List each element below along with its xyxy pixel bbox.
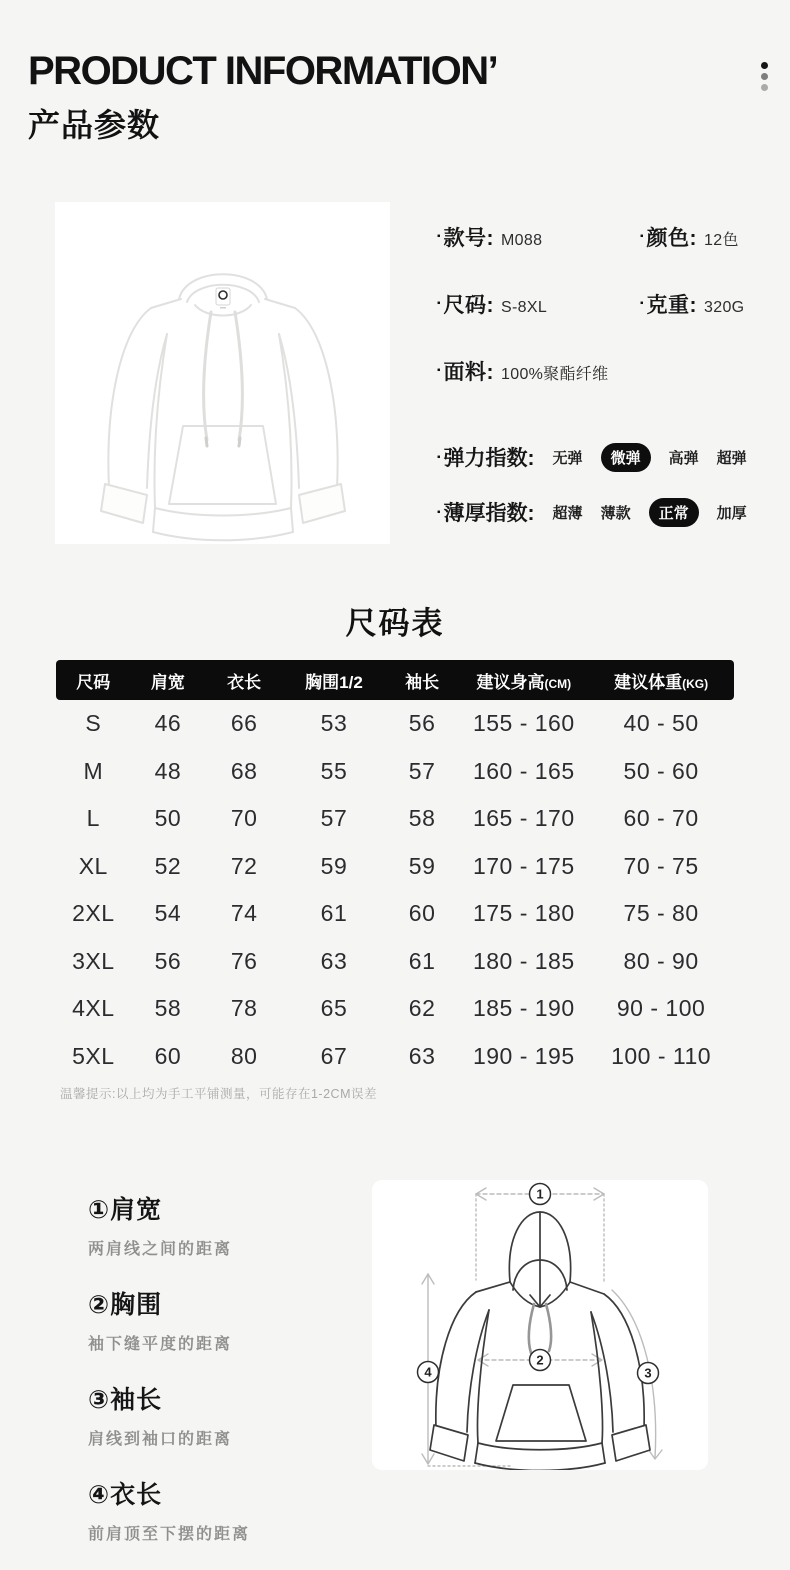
measurement-cell: 50 — [154, 805, 182, 832]
size-label-cell: 4XL — [72, 995, 115, 1022]
guide-item-chest — [88, 1285, 372, 1354]
size-label-cell: S — [85, 710, 102, 737]
marker-1: 1 — [536, 1186, 544, 1202]
size-chart-section — [0, 598, 790, 1102]
measurement-cell: 57 — [320, 805, 348, 832]
guide-title: 肩宽 — [110, 1196, 163, 1224]
measurement-cell: 78 — [230, 995, 258, 1022]
size-label-cell: 2XL — [72, 900, 115, 927]
diagram-markers — [418, 1184, 659, 1384]
measurement-cell: 66 — [230, 710, 258, 737]
measurement-cell: 61 — [320, 900, 348, 927]
guide-desc: 肩线到袖口的距离 — [88, 1431, 233, 1448]
index-option: 超弹 — [716, 449, 747, 467]
column-header: 衣长 — [227, 672, 262, 692]
guide-title: 胸围 — [110, 1291, 163, 1319]
size-label-cell: L — [86, 805, 100, 832]
table-row — [56, 890, 734, 938]
guide-title: 袖长 — [110, 1386, 163, 1414]
square-bullet-icon: ▪ — [437, 365, 441, 376]
measurement-cell: 50 - 60 — [623, 757, 699, 784]
circled-number-icon: ③ — [88, 1386, 111, 1414]
measurement-cell: 67 — [320, 1042, 348, 1069]
index-option: 薄款 — [600, 504, 631, 522]
index-option: 加厚 — [716, 504, 747, 522]
measurement-cell: 70 — [230, 805, 258, 832]
table-row — [56, 938, 734, 986]
measurement-cell: 100 - 110 — [611, 1042, 712, 1069]
measurement-cell: 190 - 195 — [472, 1042, 575, 1069]
measurement-cell: 90 - 100 — [616, 995, 706, 1022]
measure-guide-section — [88, 1180, 790, 1570]
square-bullet-icon: ▪ — [437, 298, 441, 309]
measurement-cell: 56 — [408, 710, 436, 737]
measurement-cell: 63 — [408, 1042, 436, 1069]
size-label-cell: XL — [78, 852, 108, 879]
measurement-cell: 76 — [230, 947, 258, 974]
measurement-cell: 72 — [230, 852, 258, 879]
spec-weight — [640, 289, 760, 319]
index-label: 薄厚指数: — [443, 502, 535, 525]
guide-desc: 前肩顶至下摆的距离 — [88, 1526, 251, 1543]
measurement-cell: 160 - 165 — [472, 757, 575, 784]
size-table — [56, 660, 734, 1080]
measurement-diagram — [372, 1180, 708, 1470]
measurement-cell: 170 - 175 — [472, 852, 575, 879]
measurement-cell: 74 — [230, 900, 258, 927]
guide-desc: 袖下缝平度的距离 — [88, 1336, 233, 1353]
index-option-selected: 微弹 — [601, 443, 651, 472]
measurement-cell: 165 - 170 — [472, 805, 575, 832]
page-header — [0, 0, 790, 146]
measurement-cell: 40 - 50 — [623, 710, 699, 737]
thickness-index — [437, 497, 760, 527]
measurement-cell: 185 - 190 — [472, 995, 575, 1022]
measurement-cell: 155 - 160 — [472, 710, 575, 737]
measurement-cell: 48 — [154, 757, 182, 784]
measurement-cell: 62 — [408, 995, 436, 1022]
index-option: 超薄 — [552, 504, 583, 522]
product-specs — [437, 222, 760, 319]
column-header: 建议身高(CM) — [476, 672, 572, 692]
size-label-cell: 3XL — [72, 947, 115, 974]
index-option: 无弹 — [552, 449, 583, 467]
measurement-note: 温馨提示:以上均为手工平铺测量，可能存在1-2CM误差 — [60, 1087, 377, 1101]
measurement-cell: 70 - 75 — [623, 852, 699, 879]
product-indices — [437, 442, 760, 527]
product-details — [390, 202, 760, 544]
circled-number-icon: ② — [88, 1291, 111, 1319]
size-table-header — [56, 660, 734, 700]
measurement-cell: 68 — [230, 757, 258, 784]
square-bullet-icon: ▪ — [437, 451, 441, 463]
measurement-cell: 80 - 90 — [623, 947, 699, 974]
hoodie-measurement-diagram — [372, 1180, 708, 1470]
guide-title: 衣长 — [110, 1481, 163, 1509]
measurement-cell: 60 — [408, 900, 436, 927]
measurement-cell: 58 — [408, 805, 436, 832]
spec-label: 面料: — [443, 361, 495, 384]
measurement-cell: 60 — [154, 1042, 182, 1069]
square-bullet-icon: ▪ — [640, 231, 644, 242]
table-row — [56, 795, 734, 843]
measurement-cell: 61 — [408, 947, 436, 974]
white-hoodie-illustration — [55, 202, 390, 544]
column-header: 尺码 — [76, 672, 111, 692]
column-header: 袖长 — [405, 672, 440, 692]
page-title-zh: 产品参数 — [28, 107, 161, 143]
guide-desc: 两肩线之间的距离 — [88, 1241, 233, 1258]
measurement-cell: 59 — [408, 852, 436, 879]
spec-label: 颜色: — [646, 227, 698, 250]
marker-3: 3 — [644, 1365, 652, 1381]
measurement-cell: 46 — [154, 710, 182, 737]
spec-value: 320G — [704, 299, 745, 316]
size-table-body — [56, 700, 734, 1080]
spec-value: S-8XL — [501, 299, 548, 316]
measurement-cell: 56 — [154, 947, 182, 974]
spec-label: 克重: — [646, 294, 698, 317]
circled-number-icon: ① — [88, 1196, 111, 1224]
spec-label: 款号: — [443, 227, 495, 250]
measurement-cell: 60 - 70 — [623, 805, 699, 832]
circled-number-icon: ④ — [88, 1481, 111, 1509]
index-option: 高弹 — [668, 449, 699, 467]
marker-2: 2 — [536, 1352, 544, 1368]
neck-label — [216, 288, 230, 309]
measurement-cell: 175 - 180 — [472, 900, 575, 927]
kebab-menu-icon[interactable] — [760, 62, 768, 95]
measurement-cell: 63 — [320, 947, 348, 974]
spec-size-range — [437, 289, 640, 319]
measurement-cell: 53 — [320, 710, 348, 737]
measurement-cell: 75 - 80 — [623, 900, 699, 927]
spec-value: 100%聚酯纤维 — [501, 366, 609, 383]
spec-label: 尺码: — [443, 294, 495, 317]
table-row — [56, 843, 734, 891]
measure-guide-list — [88, 1180, 372, 1570]
page-title-en: PRODUCT INFORMATION’ — [28, 49, 498, 93]
column-header: 建议体重(KG) — [614, 672, 709, 692]
measurement-cell: 65 — [320, 995, 348, 1022]
size-chart-title: 尺码表 — [345, 606, 445, 641]
measurement-cell: 54 — [154, 900, 182, 927]
guide-item-shoulder — [88, 1190, 372, 1259]
index-option-selected: 正常 — [649, 498, 699, 527]
product-section — [55, 202, 760, 544]
measurement-cell: 55 — [320, 757, 348, 784]
index-label: 弹力指数: — [443, 447, 535, 470]
spec-model — [437, 222, 640, 252]
column-header: 肩宽 — [150, 672, 185, 692]
measurement-cell: 80 — [230, 1042, 258, 1069]
marker-4: 4 — [424, 1364, 432, 1380]
measurement-cell: 57 — [408, 757, 436, 784]
guide-item-length — [88, 1475, 372, 1544]
square-bullet-icon: ▪ — [437, 231, 441, 242]
table-row — [56, 1033, 734, 1081]
column-header: 胸围1/2 — [305, 672, 363, 692]
measurement-cell: 58 — [154, 995, 182, 1022]
table-row — [56, 748, 734, 796]
spec-value: 12色 — [704, 232, 739, 249]
spec-color — [640, 222, 760, 252]
measurement-cell: 180 - 185 — [472, 947, 575, 974]
measurement-cell: 59 — [320, 852, 348, 879]
size-label-cell: 5XL — [72, 1042, 115, 1069]
elasticity-index — [437, 442, 760, 472]
spec-value: M088 — [501, 232, 543, 249]
square-bullet-icon: ▪ — [437, 506, 441, 518]
product-image — [55, 202, 390, 544]
measurement-cell: 52 — [154, 852, 182, 879]
guide-item-sleeve — [88, 1380, 372, 1449]
size-label-cell: M — [83, 757, 104, 784]
table-row — [56, 985, 734, 1033]
table-row — [56, 700, 734, 748]
spec-fabric — [437, 356, 760, 386]
square-bullet-icon: ▪ — [640, 298, 644, 309]
